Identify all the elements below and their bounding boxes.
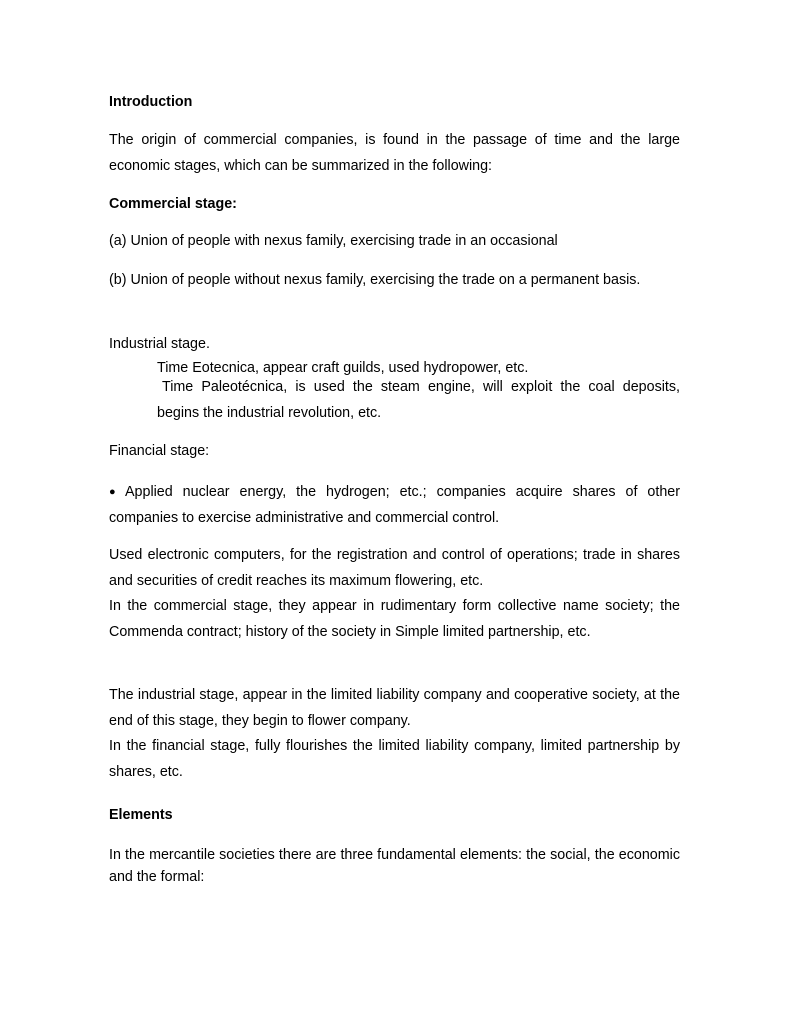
- intro-paragraph: The origin of commercial companies, is found in the passage of time and the large economic stages, which can be summarized in the following:: [109, 132, 680, 174]
- elements-heading: Elements: [109, 807, 173, 823]
- bullet-icon: ●: [109, 486, 116, 498]
- elements-paragraph: In the mercantile societies there are three fundamental elements: the social, the economic and the formal:: [109, 847, 680, 885]
- paragraph-financial-stage: In the financial stage, fully flourishes the limited liability company, limited partnership by shares, etc.: [109, 738, 680, 780]
- paragraph-commercial-stage: In the commercial stage, they appear in rudimentary form collective name society; the Commenda contract; history of the society in Simple limited partnership, etc.: [109, 598, 680, 640]
- commercial-stage-heading: Commercial stage:: [109, 196, 237, 212]
- computers-paragraph-group: [109, 543, 680, 645]
- paragraph-computers: Used electronic computers, for the registration and control of operations; trade in shares and securities of credit reaches its maximum flowering, etc.: [109, 547, 680, 589]
- commercial-item-a: (a) Union of people with nexus family, exercising trade in an occasional: [109, 233, 558, 249]
- intro-heading: Introduction: [109, 94, 193, 110]
- commercial-item-b: (b) Union of people without nexus family, exercising the trade on a permanent basis.: [109, 272, 641, 288]
- financial-bullet-item: [109, 480, 680, 531]
- financial-bullet-text: Applied nuclear energy, the hydrogen; etc.; companies acquire shares of other companies to exercise administrative and commercial control.: [109, 484, 680, 526]
- industrial-paragraph-group: [109, 683, 680, 785]
- industrial-item-eotecnica: Time Eotecnica, appear craft guilds, used hydropower, etc.: [157, 360, 529, 376]
- industrial-item-paleotecnica: Time Paleotécnica, is used the steam engine, will exploit the coal deposits, begins the industrial revolution, etc.: [157, 379, 680, 421]
- paragraph-industrial-stage: The industrial stage, appear in the limited liability company and cooperative society, at the end of this stage, they begin to flower company.: [109, 687, 680, 729]
- financial-stage-heading: Financial stage:: [109, 443, 210, 459]
- industrial-stage-heading: Industrial stage.: [109, 336, 210, 352]
